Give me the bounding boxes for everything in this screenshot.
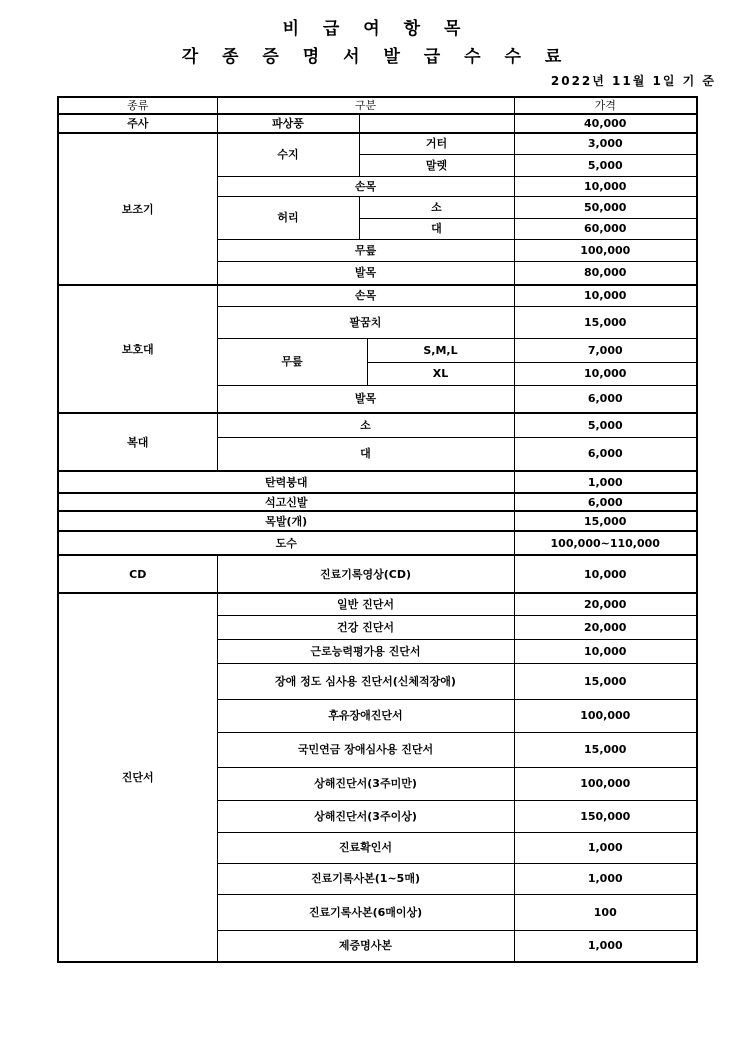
header-type: 종류 [58,97,217,114]
item-cell: 목발(개) [58,511,514,531]
item-cell: 대 [217,437,514,471]
price-cell: 20,000 [514,615,697,639]
item-cell: 수지 [217,133,359,176]
item-cell: 허리 [217,196,359,239]
price-cell: 80,000 [514,261,697,285]
price-cell: 150,000 [514,800,697,832]
item-cell: 후유장애진단서 [217,699,514,732]
price-cell: 1,000 [514,863,697,894]
price-cell: 1,000 [514,471,697,493]
table-row [58,531,697,555]
price-cell: 10,000 [514,285,697,306]
price-cell: 40,000 [514,114,697,133]
table-row [58,413,697,437]
sub-item-cell: S,M,L [367,338,514,362]
price-cell: 10,000 [514,362,697,385]
price-cell: 10,000 [514,639,697,663]
item-cell: 발목 [217,385,514,413]
price-cell: 5,000 [514,154,697,176]
item-cell: 소 [217,413,514,437]
price-cell: 3,000 [514,133,697,154]
table-row [58,555,697,593]
item-cell: 상해진단서(3주미만) [217,767,514,800]
table-row [58,493,697,511]
price-cell: 20,000 [514,593,697,615]
price-cell: 15,000 [514,306,697,338]
price-cell: 100,000 [514,699,697,732]
effective-date: 2022년 11월 1일 기 준 [550,74,716,88]
document-subtitle: 각 종 증 명 서 발 급 수 수 료 [181,47,571,67]
item-cell: 국민연금 장애심사용 진단서 [217,732,514,767]
fee-table [57,96,698,963]
price-cell: 7,000 [514,338,697,362]
item-cell: 장애 정도 심사용 진단서(신체적장애) [217,663,514,699]
price-cell: 15,000 [514,732,697,767]
item-cell: 탄력붕대 [58,471,514,493]
type-cell: CD [58,555,217,593]
item-cell: 무릎 [217,338,367,385]
sub-item-cell: 소 [359,196,514,218]
price-cell: 100,000 [514,239,697,261]
sub-item-cell: 거터 [359,133,514,154]
price-cell: 5,000 [514,413,697,437]
header-price: 가격 [514,97,697,114]
item-cell: 손목 [217,176,514,196]
item-cell: 진료기록영상(CD) [217,555,514,593]
sub-item-cell: XL [367,362,514,385]
table-header-row [58,97,697,114]
item-cell: 석고신발 [58,493,514,511]
price-cell: 6,000 [514,385,697,413]
item-cell: 팔꿈치 [217,306,514,338]
price-cell: 10,000 [514,555,697,593]
price-cell: 60,000 [514,218,697,239]
price-cell: 100,000 [514,767,697,800]
table-row [58,285,697,306]
item-cell: 근로능력평가용 진단서 [217,639,514,663]
type-cell: 보조기 [58,133,217,285]
price-cell: 6,000 [514,437,697,471]
header-category: 구분 [217,97,514,114]
document-title: 비 급 여 항 목 [282,19,470,39]
price-cell: 100,000~110,000 [514,531,697,555]
item-cell: 파상풍 [217,114,359,133]
sub-item-cell: 말렛 [359,154,514,176]
price-cell: 15,000 [514,511,697,531]
empty-cell [359,114,514,133]
price-cell: 6,000 [514,493,697,511]
item-cell: 진료확인서 [217,832,514,863]
type-cell: 보호대 [58,285,217,413]
price-cell: 1,000 [514,930,697,962]
price-cell: 10,000 [514,176,697,196]
table-row [58,471,697,493]
price-cell: 1,000 [514,832,697,863]
type-cell: 진단서 [58,593,217,962]
item-cell: 진료기록사본(1~5매) [217,863,514,894]
item-cell: 건강 진단서 [217,615,514,639]
item-cell: 일반 진단서 [217,593,514,615]
price-cell: 50,000 [514,196,697,218]
item-cell: 진료기록사본(6매이상) [217,894,514,930]
table-row [58,114,697,133]
table-row [58,511,697,531]
sub-item-cell: 대 [359,218,514,239]
item-cell: 발목 [217,261,514,285]
price-cell: 100 [514,894,697,930]
item-cell: 손목 [217,285,514,306]
type-cell: 복대 [58,413,217,471]
item-cell: 무릎 [217,239,514,261]
item-cell: 상해진단서(3주이상) [217,800,514,832]
price-cell: 15,000 [514,663,697,699]
table-row [58,593,697,615]
item-cell: 제증명사본 [217,930,514,962]
type-cell: 주사 [58,114,217,133]
table-row [58,133,697,154]
item-cell: 도수 [58,531,514,555]
